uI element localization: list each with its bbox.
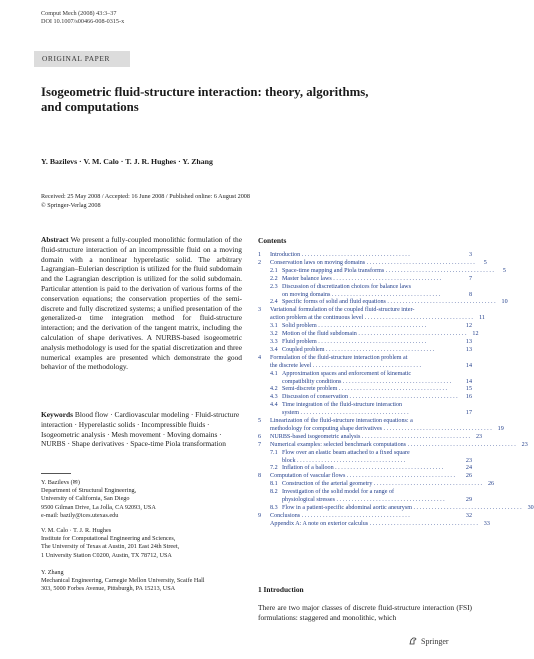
toc-entry[interactable]	[258, 323, 472, 331]
toc-entry-title: Fluid problem . . . . . . . . . . . . . . . . . . . . . . . . . . . . . . . . . . . .	[282, 338, 427, 345]
doi-line: DOI 10.1007/s00466-008-0315-x	[41, 18, 125, 25]
toc-entry[interactable]	[258, 418, 472, 426]
toc-entry-page: 23	[475, 433, 483, 440]
toc-entry-title: Formulation of the fluid-structure interaction problem at	[270, 354, 408, 361]
toc-entry-page: 5	[483, 259, 487, 266]
toc-entry-title: Discussion of conservation . . . . . . . . . . . . . . . . . . . . . . . . . . . . . . . . . . . .	[282, 394, 458, 401]
toc-entry-title: Flow over an elastic beam attached to a fixed square	[282, 449, 410, 456]
toc-entry[interactable]	[258, 267, 506, 276]
toc-entry-title: Approximation spaces and enforcement of kinematic	[282, 370, 412, 377]
toc-entry-number: 2.1	[270, 267, 278, 274]
affiliation-line: University of California, San Diego	[41, 495, 130, 503]
toc-entry[interactable]	[258, 259, 487, 268]
toc-entry-number: 2.4	[270, 299, 278, 306]
table-of-contents	[258, 252, 534, 529]
toc-entry-page	[460, 418, 472, 426]
toc-entry-title: Appendix A: A note on exterior calculus . . . . . . . . . . . . . . . . . . . . . . . . . . . . . . . . . . . .	[270, 520, 478, 527]
abstract-label: Abstract	[41, 235, 69, 244]
toc-entry-page: 26	[465, 473, 472, 480]
toc-entry-number	[270, 497, 282, 505]
toc-entry-title: Inflation of a balloon . . . . . . . . . . . . . . . . . . . . . . . . . . . . . . . . . . . .	[282, 465, 444, 472]
toc-entry[interactable]	[258, 284, 472, 292]
toc-entry-page: 12	[472, 331, 479, 338]
toc-entry-title: Motion of the fluid subdomain . . . . . . . . . . . . . . . . . . . . . . . . . . . . . . . . . . . .	[282, 331, 467, 338]
toc-entry-page: 32	[465, 512, 472, 519]
toc-entry-title: Master balance laws . . . . . . . . . . . . . . . . . . . . . . . . . . . . . . . . . . . .	[282, 275, 442, 282]
toc-entry-title: compatibility conditions . . . . . . . . . . . . . . . . . . . . . . . . . . . . . . . . . . . .	[282, 378, 452, 385]
toc-entry-page: 7	[468, 275, 472, 282]
toc-entry-title: physiological stresses . . . . . . . . . . . . . . . . . . . . . . . . . . . . . . . . . . . .	[282, 497, 445, 504]
affiliation-line: Mechanical Engineering, Carnegie Mellon University, Scaife Hall	[41, 577, 205, 585]
abstract	[41, 235, 242, 372]
toc-entry-page: 26	[487, 481, 495, 488]
journal-citation	[41, 10, 124, 26]
toc-entry-page	[460, 371, 472, 379]
toc-entry-title: Linearization of the fluid-structure interaction equations: a	[270, 418, 413, 425]
toc-entry-title: Time integration of the fluid-structure interaction	[282, 402, 403, 409]
toc-entry-number: 4.3	[270, 394, 278, 401]
toc-entry-page: 16	[465, 394, 472, 401]
toc-entry-title: Solid problem . . . . . . . . . . . . . . . . . . . . . . . . . . . . . . . . . . . .	[282, 323, 427, 330]
contents-heading: Contents	[258, 236, 287, 245]
toc-entry[interactable]	[258, 252, 472, 260]
toc-entry-title: Conservation laws on moving domains . . . . . . . . . . . . . . . . . . . . . . . . . . . . . . . . . . . .	[270, 259, 475, 266]
toc-entry[interactable]	[258, 363, 472, 371]
toc-entry[interactable]	[258, 371, 472, 379]
toc-entry[interactable]	[258, 441, 528, 450]
toc-entry-number	[270, 379, 282, 387]
toc-entry-page: 23	[465, 457, 472, 464]
toc-entry-page: 17	[465, 410, 472, 417]
toc-entry-number: 8.1	[270, 481, 278, 488]
toc-entry[interactable]	[258, 355, 472, 363]
toc-entry-title: action problem at the continuous level . . . . . . . . . . . . . . . . . . . . . . . . . . . . . . . . . . . .	[270, 315, 473, 322]
affiliation-calo-hughes	[41, 527, 242, 560]
toc-entry[interactable]	[258, 315, 485, 323]
affiliation-line: Y. Bazilevs (✉)	[41, 479, 80, 486]
toc-entry-page: 30	[527, 505, 534, 511]
affiliation-line: V. M. Calo · T. J. R. Hughes	[41, 527, 112, 534]
toc-entry-number	[270, 292, 282, 300]
toc-entry-title: NURBS-based isogeometric analysis . . . . . . . . . . . . . . . . . . . . . . . . . . . . . . . . . . . .	[270, 433, 471, 440]
toc-entry-number: 7.1	[270, 449, 278, 456]
toc-entry-title: Introduction . . . . . . . . . . . . . . . . . . . . . . . . . . . . . . . . . . . .	[270, 252, 410, 258]
toc-entry-number: 8.3	[270, 505, 278, 511]
toc-entry-title: Semi-discrete problem . . . . . . . . . . . . . . . . . . . . . . . . . . . . . . . . . . . .	[282, 386, 448, 393]
affiliation-line: 303, 5000 Forbes Avenue, Pittsburgh, PA 15213, USA	[41, 585, 176, 593]
toc-entry-title: Construction of the arterial geometry . . . . . . . . . . . . . . . . . . . . . . . . . . . . . . . . . . . .	[282, 481, 483, 488]
toc-entry-number: 3.4	[270, 346, 278, 353]
toc-entry-number	[258, 315, 270, 323]
toc-entry-page	[460, 284, 472, 292]
toc-entry-page: 24	[465, 465, 472, 472]
toc-entry-page: 11	[479, 315, 485, 322]
toc-entry-title: Variational formulation of the coupled fluid-structure inter-	[270, 307, 415, 314]
toc-entry-number: 6	[258, 433, 262, 440]
journal-citation-line: Comput Mech (2008) 43:3–37	[41, 10, 117, 17]
toc-entry-page: 13	[465, 346, 472, 353]
toc-entry-title: Flow in a patient-specific abdominal aortic aneurysm . . . . . . . . . . . . . . . . . . . . . . . . . . . . . . . . . . . .	[282, 505, 522, 511]
toc-entry-page: 15	[465, 386, 472, 393]
email-line: e-mail: bazily@ices.utexas.edu	[41, 511, 119, 519]
article-type-badge	[34, 51, 130, 67]
body-paragraph: There are two major classes of discrete fluid-structure interaction (FSI) formulations: staggered and monolithic, which	[258, 603, 472, 622]
toc-entry-number: 4	[258, 354, 262, 361]
toc-entry[interactable]	[258, 520, 490, 529]
toc-entry-number: 2.2	[270, 275, 278, 282]
keywords-label: Keywords	[41, 410, 74, 419]
toc-entry-title: Numerical examples: selected benchmark computations . . . . . . . . . . . . . . . . . . . . . . . . . . . . . . . . . . . .	[270, 441, 516, 448]
section-heading: 1 Introduction	[258, 585, 304, 594]
toc-entry-number: 2.3	[270, 283, 278, 290]
toc-entry-number: 8	[258, 473, 262, 480]
toc-entry[interactable]	[258, 433, 483, 442]
toc-entry-page: 10	[501, 299, 508, 306]
toc-entry-number: 1	[258, 252, 262, 258]
toc-entry-page: 29	[465, 497, 472, 504]
toc-entry-number	[258, 363, 270, 371]
affiliation-line: Department of Structural Engineering,	[41, 487, 137, 495]
toc-entry[interactable]	[258, 331, 479, 339]
toc-entry-page: 23	[521, 441, 528, 448]
toc-entry-page	[460, 489, 472, 497]
article-type-label: ORIGINAL PAPER	[42, 54, 111, 63]
toc-entry-number: 3.1	[270, 323, 278, 330]
toc-entry-page	[460, 307, 472, 315]
springer-horse-icon	[408, 636, 418, 646]
toc-entry-number: 4.1	[270, 370, 278, 377]
toc-entry-page: 3	[468, 252, 472, 258]
toc-entry[interactable]	[258, 276, 472, 284]
toc-entry-page	[460, 355, 472, 363]
toc-entry-title: Specific forms of solid and fluid equations . . . . . . . . . . . . . . . . . . . . . . . . . . . . . . . . . . . .	[282, 299, 496, 306]
copyright-line: © Springer-Verlag 2008	[41, 201, 101, 209]
toc-entry-number: 7	[258, 441, 262, 448]
toc-entry-page: 8	[468, 291, 472, 298]
affiliation-line: Y. Zhang	[41, 569, 64, 576]
toc-entry-number	[270, 410, 282, 418]
toc-entry-title: the discrete level . . . . . . . . . . . . . . . . . . . . . . . . . . . . . . . . . . . .	[270, 362, 421, 369]
affiliation-line: 9500 Gilman Drive, La Jolla, CA 92093, USA	[41, 503, 156, 511]
publisher-name: Springer	[421, 636, 449, 646]
toc-entry[interactable]	[258, 513, 472, 521]
toc-entry-number	[258, 521, 270, 529]
publication-dates	[41, 193, 250, 210]
toc-entry-page: 12	[465, 323, 472, 330]
toc-entry-number: 8.2	[270, 489, 278, 496]
toc-entry-page: 33	[483, 520, 490, 527]
toc-entry-number	[270, 458, 282, 466]
toc-entry-title: Space-time mapping and Piola transforms . . . . . . . . . . . . . . . . . . . . . . . . . . . . . . . . . . . .	[282, 267, 494, 274]
toc-entry[interactable]	[258, 410, 472, 418]
toc-entry[interactable]	[258, 497, 472, 505]
toc-entry-title: Discussion of discretization choices for balance laws	[282, 283, 411, 290]
toc-entry-page	[460, 450, 472, 458]
toc-entry-page: 5	[502, 267, 506, 274]
affiliation-line: Institute for Computational Engineering and Sciences,	[41, 535, 176, 543]
keywords-text: Blood flow · Cardiovascular modeling · Fluid-structure interaction · Hyperelastic solids · Incompressible fluids · Isogeometric analysis · Mesh movement · Moving domains · NURBS · Shape derivatives · Space-time Piola transformation	[41, 410, 240, 449]
toc-entry-number: 3.2	[270, 331, 278, 338]
toc-entry[interactable]	[258, 307, 472, 315]
toc-entry-number: 3.3	[270, 338, 278, 345]
dates-line: Received: 25 May 2008 / Accepted: 16 June 2008 / Published online: 6 August 2008	[41, 193, 250, 200]
author-list: Y. Bazilevs · V. M. Calo · T. J. R. Hughes · Y. Zhang	[41, 157, 213, 166]
toc-entry-number: 2	[258, 259, 262, 266]
toc-entry-number: 4.4	[270, 402, 278, 409]
toc-entry-page: 14	[465, 362, 472, 369]
toc-entry-page: 19	[497, 425, 504, 432]
affiliation-zhang	[41, 569, 242, 594]
toc-entry-title: Computation of vascular flows . . . . . . . . . . . . . . . . . . . . . . . . . . . . . . . . . . . .	[270, 473, 455, 480]
affiliation-line: The University of Texas at Austin, 201 East 24th Street,	[41, 543, 180, 551]
toc-entry-page: 13	[465, 338, 472, 345]
affiliation-line: 1 University Station C0200, Austin, TX 78712, USA	[41, 551, 172, 559]
toc-entry[interactable]	[258, 339, 472, 347]
toc-entry[interactable]	[258, 402, 472, 410]
toc-entry-title: Investigation of the solid model for a range of	[282, 489, 395, 496]
toc-entry[interactable]	[258, 505, 534, 513]
toc-entry-title: methodology for computing shape derivatives . . . . . . . . . . . . . . . . . . . . . . . . . . . . . . . . . . . .	[270, 425, 492, 432]
toc-entry-page	[460, 402, 472, 410]
toc-entry-title: Coupled problem . . . . . . . . . . . . . . . . . . . . . . . . . . . . . . . . . . . .	[282, 346, 435, 353]
toc-entry-title: on moving domains . . . . . . . . . . . . . . . . . . . . . . . . . . . . . . . . . . . .	[282, 291, 441, 298]
footnote-divider	[41, 473, 71, 474]
toc-entry[interactable]	[258, 425, 504, 434]
toc-entry[interactable]	[258, 450, 472, 458]
affiliation-bazilevs	[41, 479, 242, 520]
publisher-logo	[408, 636, 449, 646]
toc-entry[interactable]	[258, 481, 495, 489]
toc-entry-number: 9	[258, 512, 262, 519]
toc-entry[interactable]	[258, 347, 472, 355]
toc-entry-number: 3	[258, 307, 262, 314]
toc-entry-title: block . . . . . . . . . . . . . . . . . . . . . . . . . . . . . . . . . . . .	[282, 457, 406, 464]
toc-entry-title: system . . . . . . . . . . . . . . . . . . . . . . . . . . . . . . . . . . . .	[282, 410, 409, 417]
keywords	[41, 410, 242, 449]
abstract-text: We present a fully-coupled monolithic formulation of the fluid-structure interaction of an incompressible fluid on a moving domain with a nonlinear hyperelastic solid. The arbitrary Lagrangian–Eulerian description is utilized for the fluid subdomain and the Lagrangian description is utilized for the solid subdomain. Particular attention is paid to the derivation of various forms of the conservation equations; the conservation properties of the semi-discrete and fully discretized systems; a unified presentation of the generalized-α time integration method for fluid-structure interaction; and the derivation of the tangent matrix, including the calculation of shape derivatives. A NURBS-based isogeometric analysis methodology is used for the spatial discretization and three numerical examples are presented which demonstrate the good behavior of the methodology.	[41, 235, 242, 372]
toc-entry-title: Conclusions . . . . . . . . . . . . . . . . . . . . . . . . . . . . . . . . . . . .	[270, 512, 410, 519]
toc-entry-number	[258, 426, 270, 434]
toc-entry[interactable]	[258, 489, 472, 497]
toc-entry-number: 7.2	[270, 465, 278, 472]
toc-entry-number: 5	[258, 418, 262, 425]
toc-entry-page: 14	[465, 378, 472, 385]
paper-title: Isogeometric fluid-structure interaction: theory, algorithms, and computations	[41, 85, 369, 114]
toc-entry[interactable]	[258, 379, 472, 387]
toc-entry-number: 4.2	[270, 386, 278, 393]
